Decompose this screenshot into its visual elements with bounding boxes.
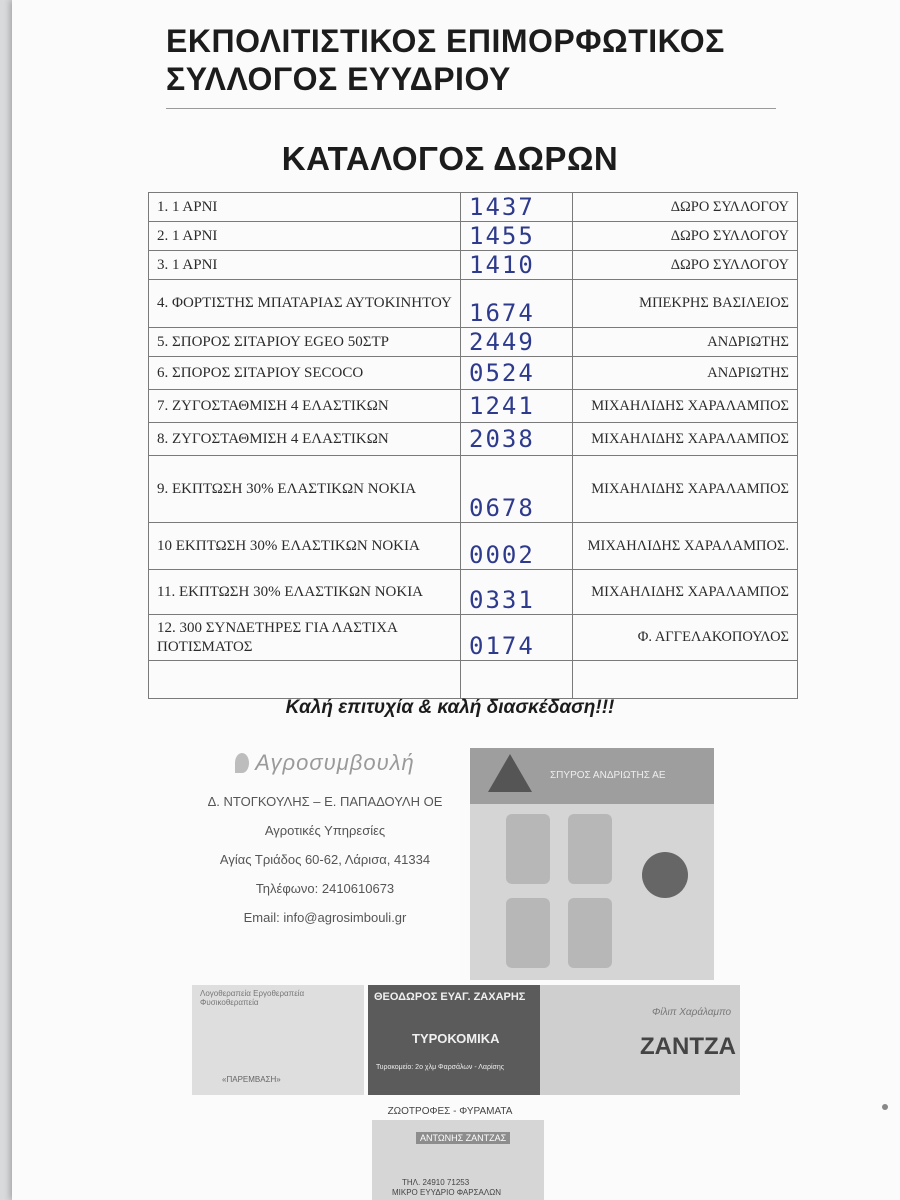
ticket-number: 0174 [461, 615, 573, 661]
sponsor-services: Αγροτικές Υπηρεσίες [264, 823, 386, 838]
table-row [149, 456, 798, 523]
prize-donor: ΜΙΧΑΗΛΙΔΗΣ ΧΑΡΑΛΑΜΠΟΣ. [573, 523, 798, 570]
header-line-1: ΕΚΠΟΛΙΤΙΣΤΙΚΟΣ ΕΠΙΜΟΡΦΩΤΙΚΟΣ [166, 23, 725, 59]
good-luck-message: Καλή επιτυχία & καλή διασκέδαση!!! [285, 697, 615, 718]
table-row [149, 423, 798, 456]
table-row [149, 570, 798, 615]
empty-cell [149, 661, 461, 699]
prize-donor: ΜΙΧΑΗΛΙΔΗΣ ΧΑΡΑΛΑΜΠΟΣ [573, 456, 798, 523]
table-row [149, 193, 798, 222]
ad-label: ΤΥΡΟΚΟΜΙΚΑ [412, 1031, 500, 1046]
ticket-number: 1437 [461, 193, 573, 222]
prize-donor: ΑΝΔΡΙΩΤΗΣ [573, 328, 798, 357]
ad-sub: Φίλιπ Χαράλαμπο [652, 1007, 732, 1018]
paper-mark [882, 1104, 888, 1110]
seed-sack-icon [506, 814, 550, 884]
prize-item: 10 ΕΚΠΤΩΣΗ 30% ΕΛΑΣΤΙΚΩΝ NOKIA [149, 523, 461, 570]
ticket-number: 0524 [461, 357, 573, 390]
triangle-logo-icon [488, 754, 532, 792]
prize-item: 8. ΖΥΓΟΣΤΑΘΜΙΣΗ 4 ΕΛΑΣΤΙΚΩΝ [149, 423, 461, 456]
table-row [149, 357, 798, 390]
catalog-title: ΚΑΤΑΛΟΓΟΣ ΔΩΡΩΝ [281, 140, 619, 177]
empty-cell [461, 661, 573, 699]
prize-donor: ΜΠΕΚΡΗΣ ΒΑΣΙΛΕΙΟΣ [573, 280, 798, 328]
association-header [166, 22, 786, 98]
ticket-number: 1241 [461, 390, 573, 423]
sponsor-email: Email: info@agrosimbouli.gr [243, 910, 407, 925]
prize-donor: ΑΝΔΡΙΩΤΗΣ [573, 357, 798, 390]
seed-sack-icon [568, 814, 612, 884]
prize-donor: ΔΩΡΟ ΣΥΛΛΟΓΟΥ [573, 222, 798, 251]
header-line-2: ΣΥΛΛΟΓΟΣ ΕΥΥΔΡΙΟΥ [166, 61, 511, 97]
prize-item: 9. ΕΚΠΤΩΣΗ 30% ΕΛΑΣΤΙΚΩΝ NOKIA [149, 456, 461, 523]
prize-item: 2. 1 ΑΡΝΙ [149, 222, 461, 251]
prize-item: 1. 1 ΑΡΝΙ [149, 193, 461, 222]
prize-item: 7. ΖΥΓΟΣΤΑΘΜΙΣΗ 4 ΕΛΑΣΤΙΚΩΝ [149, 390, 461, 423]
sponsor-andriotis-ad [470, 748, 714, 980]
ticket-number: 1410 [461, 251, 573, 280]
sponsor-cheese-ad [368, 985, 540, 1095]
prize-donor: ΜΙΧΑΗΛΙΔΗΣ ΧΑΡΑΛΑΜΠΟΣ [573, 390, 798, 423]
leaf-icon [235, 753, 249, 773]
sponsor-logo [190, 750, 460, 776]
seal-logo-icon [642, 852, 688, 898]
ad-text: Λογοθεραπεία Εργοθεραπεία Φυσικοθεραπεία [200, 989, 305, 1007]
sponsor-company: Δ. ΝΤΟΓΚΟΥΛΗΣ – Ε. ΠΑΠΑΔΟΥΛΗ ΟΕ [207, 794, 443, 809]
ad-banner [470, 748, 714, 804]
ticket-number: 0002 [461, 523, 573, 570]
table-row [149, 615, 798, 661]
ticket-number: 2038 [461, 423, 573, 456]
ad-phone: ΤΗΛ. 24910 71253 [402, 1178, 470, 1187]
table-row [149, 222, 798, 251]
ad-address: ΜΙΚΡΟ ΕΥΥΔΡΙΟ ΦΑΡΣΑΛΩΝ [392, 1188, 501, 1197]
ad-name: ΑΝΤΩΝΗΣ ΖΑΝΤΖΑΣ [416, 1132, 510, 1144]
sponsor-logo-text: Αγροσυμβουλή [255, 750, 415, 775]
prize-item: 4. ΦΟΡΤΙΣΤΗΣ ΜΠΑΤΑΡΙΑΣ ΑΥΤΟΚΙΝΗΤΟΥ [149, 280, 461, 328]
ticket-number: 0678 [461, 456, 573, 523]
table-row [149, 328, 798, 357]
prize-item: 11. ΕΚΠΤΩΣΗ 30% ΕΛΑΣΤΙΚΩΝ NOKIA [149, 570, 461, 615]
ticket-number: 2449 [461, 328, 573, 357]
sponsor-bakery-ad [540, 985, 740, 1095]
ticket-number: 0331 [461, 570, 573, 615]
header-divider [166, 108, 776, 109]
sponsor-physio-ad [192, 985, 364, 1095]
table-row [149, 251, 798, 280]
prize-donor: ΜΙΧΑΗΛΙΔΗΣ ΧΑΡΑΛΑΜΠΟΣ [573, 570, 798, 615]
table-row [149, 390, 798, 423]
prize-item: 6. ΣΠΟΡΟΣ ΣΙΤΑΡΙΟΥ SECOCO [149, 357, 461, 390]
seed-sack-icon [568, 898, 612, 968]
table-row [149, 523, 798, 570]
ad-brand: ΖΑΝΤΖΑ [640, 1033, 736, 1060]
ad-name: ΘΕΟΔΩΡΟΣ ΕΥΑΓ. ΖΑΧΑΡΗΣ [374, 991, 526, 1003]
ad-banner-text: ΣΠΥΡΟΣ ΑΝΔΡΙΩΤΗΣ ΑΕ [550, 770, 666, 781]
prize-item: 3. 1 ΑΡΝΙ [149, 251, 461, 280]
sponsor-phone: Τηλέφωνο: 2410610673 [255, 881, 395, 896]
prize-donor: ΜΙΧΑΗΛΙΔΗΣ ΧΑΡΑΛΑΜΠΟΣ [573, 423, 798, 456]
table-row [149, 280, 798, 328]
ticket-number: 1674 [461, 280, 573, 328]
prize-item: 12. 300 ΣΥΝΔΕΤΗΡΕΣ ΓΙΑ ΛΑΣΤΙΧΑ ΠΟΤΙΣΜΑΤΟΣ [149, 615, 461, 661]
sponsor-agrosymvouli [190, 750, 460, 939]
prize-table [148, 192, 798, 699]
prize-donor: ΔΩΡΟ ΣΥΛΛΟΓΟΥ [573, 193, 798, 222]
feed-heading: ΖΩΟΤΡΟΦΕΣ - ΦΥΡΑΜΑΤΑ [387, 1106, 513, 1117]
prize-donor: Φ. ΑΓΓΕΛΑΚΟΠΟΥΛΟΣ [573, 615, 798, 661]
sponsor-feed-ad [372, 1120, 544, 1200]
sponsor-address: Αγίας Τριάδος 60-62, Λάρισα, 41334 [219, 852, 431, 867]
seed-sack-icon [506, 898, 550, 968]
empty-cell [573, 661, 798, 699]
prize-item: 5. ΣΠΟΡΟΣ ΣΙΤΑΡΙΟΥ EGEO 50ΣΤΡ [149, 328, 461, 357]
table-row-empty [149, 661, 798, 699]
ad-address: Τυροκομείο: 2ο χλμ Φαρσάλων - Λαρίσης [376, 1064, 505, 1071]
ad-brand: «ΠΑΡΕΜΒΑΣΗ» [222, 1075, 281, 1084]
prize-donor: ΔΩΡΟ ΣΥΛΛΟΓΟΥ [573, 251, 798, 280]
ticket-number: 1455 [461, 222, 573, 251]
